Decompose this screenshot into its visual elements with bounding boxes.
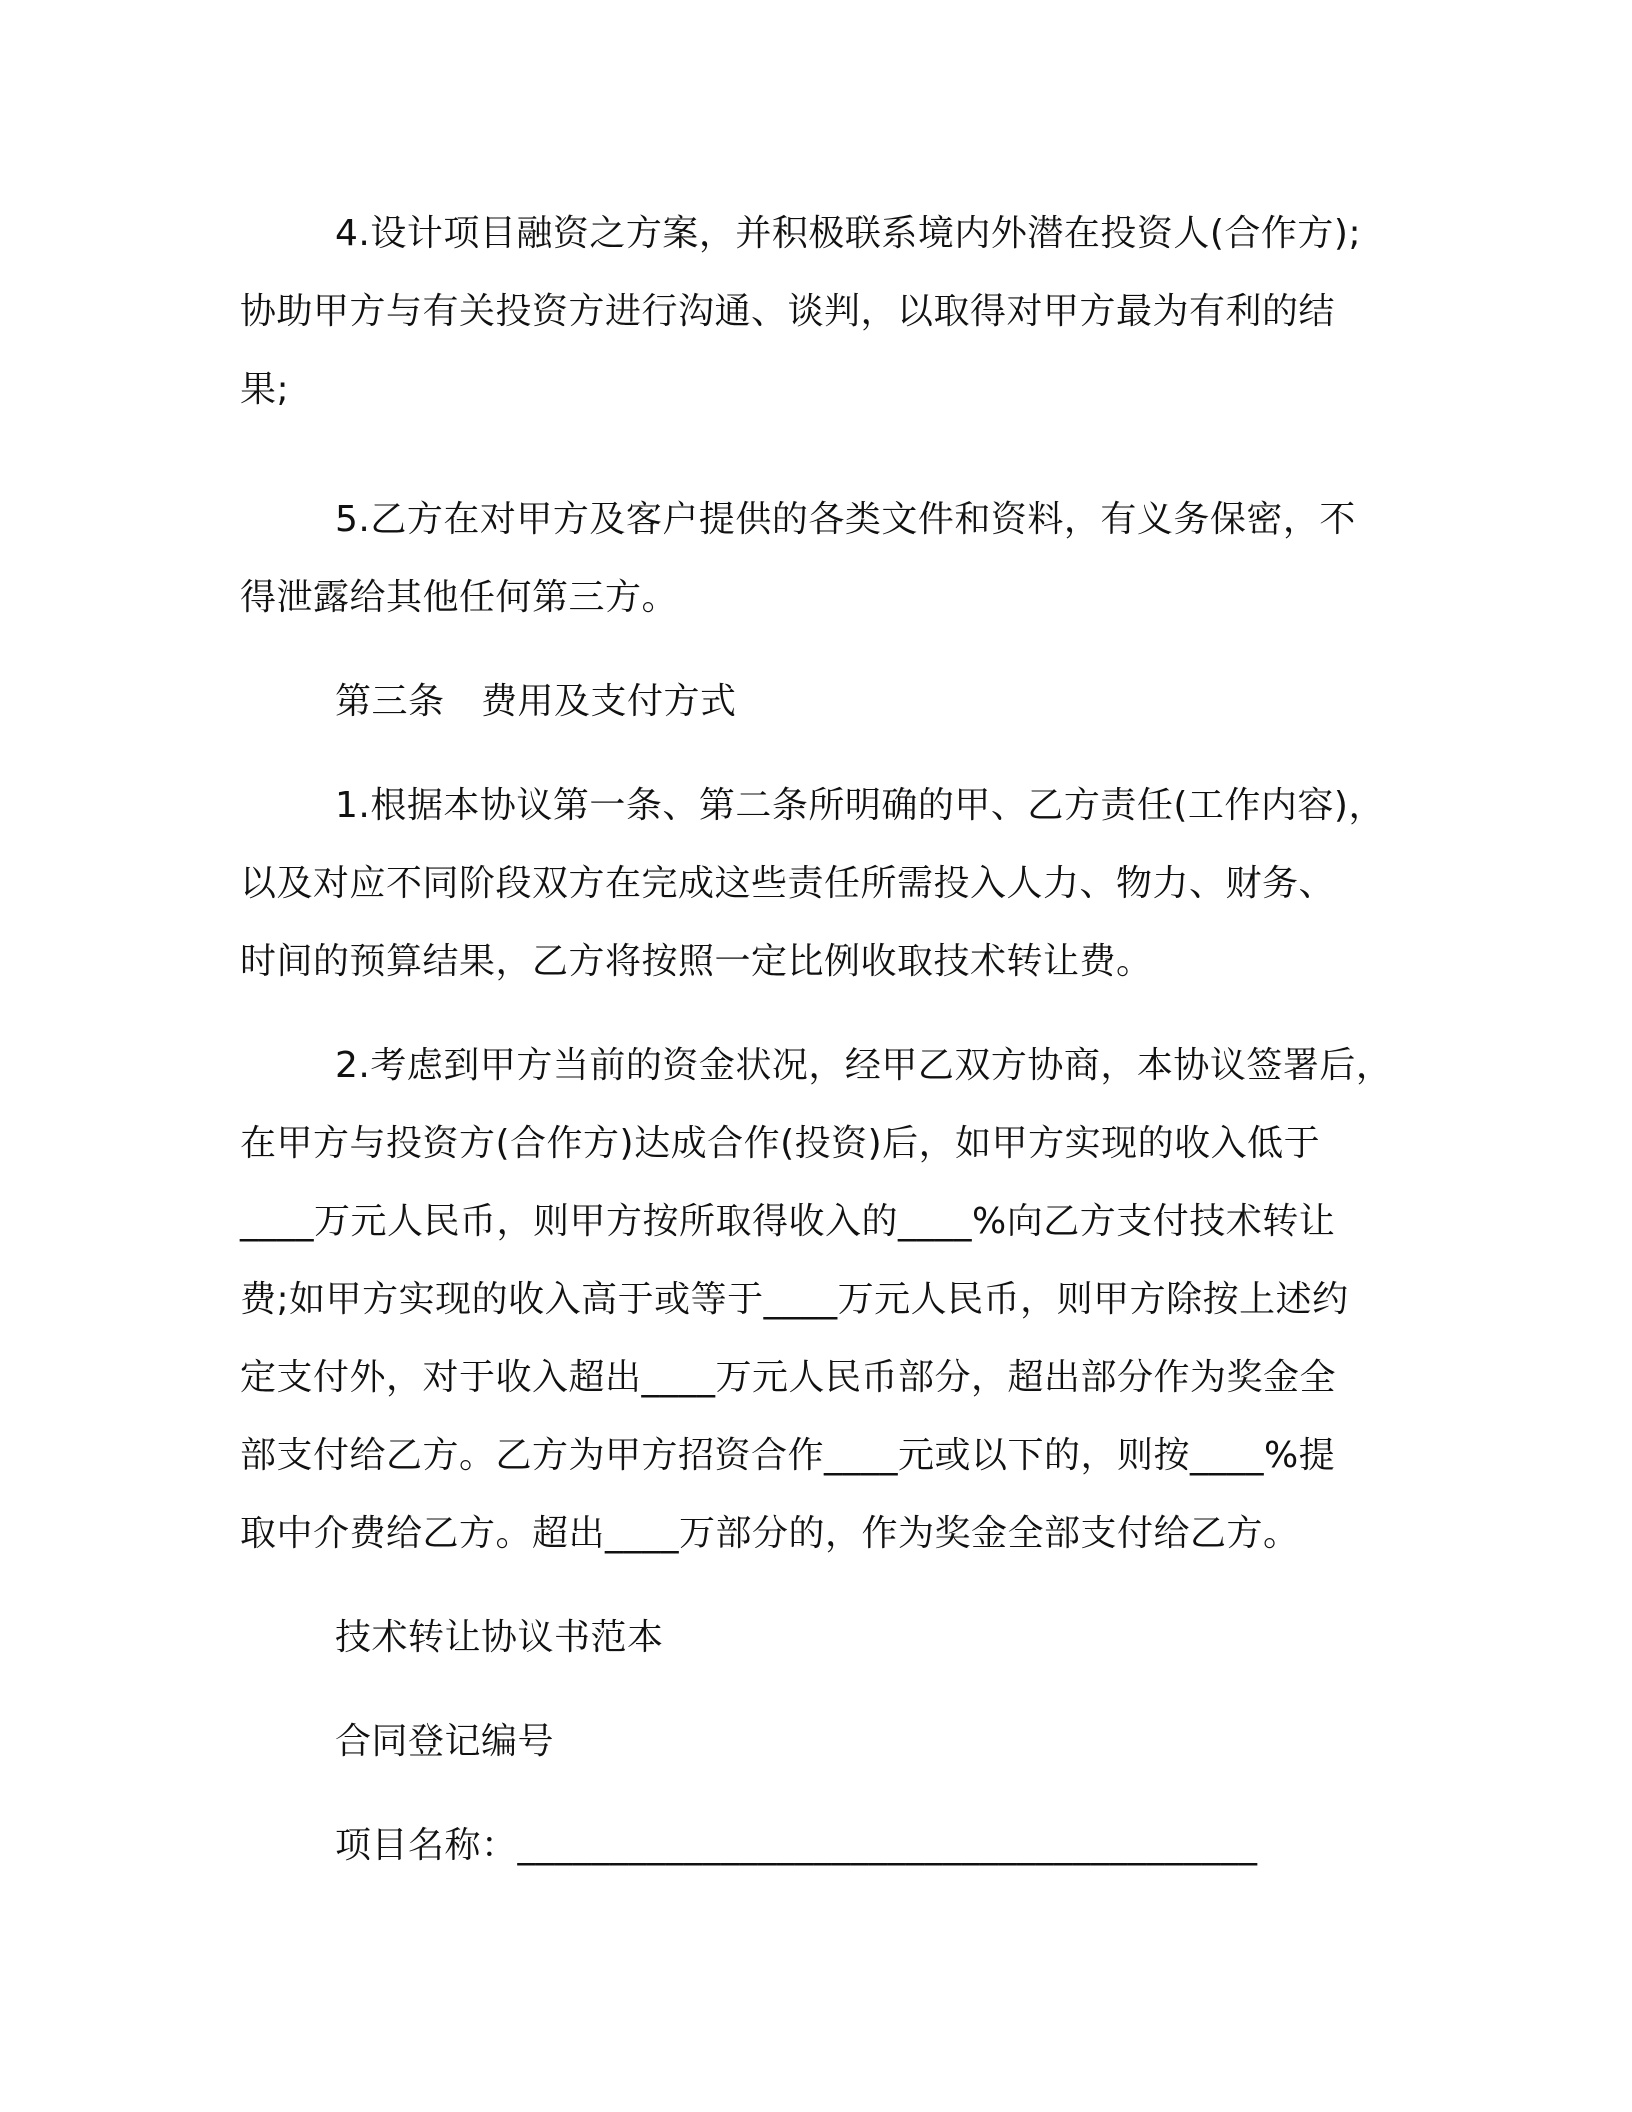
- text-line: 部支付给乙方。乙方为甲方招资合作____元或以下的，则按____%提: [240, 1435, 1336, 1476]
- text-line: 定支付外，对于收入超出____万元人民币部分，超出部分作为奖金全: [240, 1357, 1337, 1398]
- paragraph-item-4: [240, 195, 1410, 429]
- project-name-row: [240, 1807, 1410, 1885]
- paragraph-gap: [240, 1781, 1410, 1807]
- text-line: 果;: [240, 369, 290, 410]
- paragraph-gap: [240, 1001, 1410, 1027]
- registration-number-label: 合同登记编号: [335, 1721, 555, 1762]
- paragraph-gap: [240, 429, 1410, 481]
- paragraph-fee-2: [240, 1027, 1410, 1573]
- paragraph-gap: [240, 637, 1410, 663]
- text-line: 2.考虑到甲方当前的资金状况，经甲乙双方协商，本协议签署后，: [335, 1045, 1393, 1086]
- text-line: 时间的预算结果，乙方将按照一定比例收取技术转让费。: [240, 941, 1153, 982]
- paragraph-gap: [240, 741, 1410, 767]
- text-line: 得泄露给其他任何第三方。: [240, 577, 679, 618]
- text-line: 费;如甲方实现的收入高于或等于____万元人民币，则甲方除按上述约: [240, 1279, 1349, 1320]
- paragraph-fee-1: [240, 767, 1410, 1001]
- text-line: 4.设计项目融资之方案，并积极联系境内外潜在投资人(合作方);: [335, 213, 1362, 254]
- template-title: [240, 1599, 1410, 1677]
- text-line: 1.根据本协议第一条、第二条所明确的甲、乙方责任(工作内容)，: [335, 785, 1385, 826]
- document-page: [240, 195, 1410, 1885]
- section-heading: 第三条 费用及支付方式: [335, 681, 737, 722]
- registration-number-row: [240, 1703, 1410, 1781]
- article-3-heading: [240, 663, 1410, 741]
- paragraph-gap: [240, 1573, 1410, 1599]
- document-title: 技术转让协议书范本: [335, 1617, 664, 1658]
- text-line: 以及对应不同阶段双方在完成这些责任所需投入人力、物力、财务、: [240, 863, 1336, 904]
- project-name-label: 项目名称：________________________________________: [335, 1825, 1258, 1866]
- text-line: 5.乙方在对甲方及客户提供的各类文件和资料，有义务保密，不: [335, 499, 1356, 540]
- paragraph-gap: [240, 1677, 1410, 1703]
- text-line: 协助甲方与有关投资方进行沟通、谈判，以取得对甲方最为有利的结: [240, 291, 1336, 332]
- text-line: 在甲方与投资方(合作方)达成合作(投资)后，如甲方实现的收入低于: [240, 1123, 1321, 1164]
- paragraph-item-5: [240, 481, 1410, 637]
- text-line: 取中介费给乙方。超出____万部分的，作为奖金全部支付给乙方。: [240, 1513, 1300, 1554]
- text-line: ____万元人民币，则甲方按所取得收入的____%向乙方支付技术转让: [240, 1201, 1336, 1242]
